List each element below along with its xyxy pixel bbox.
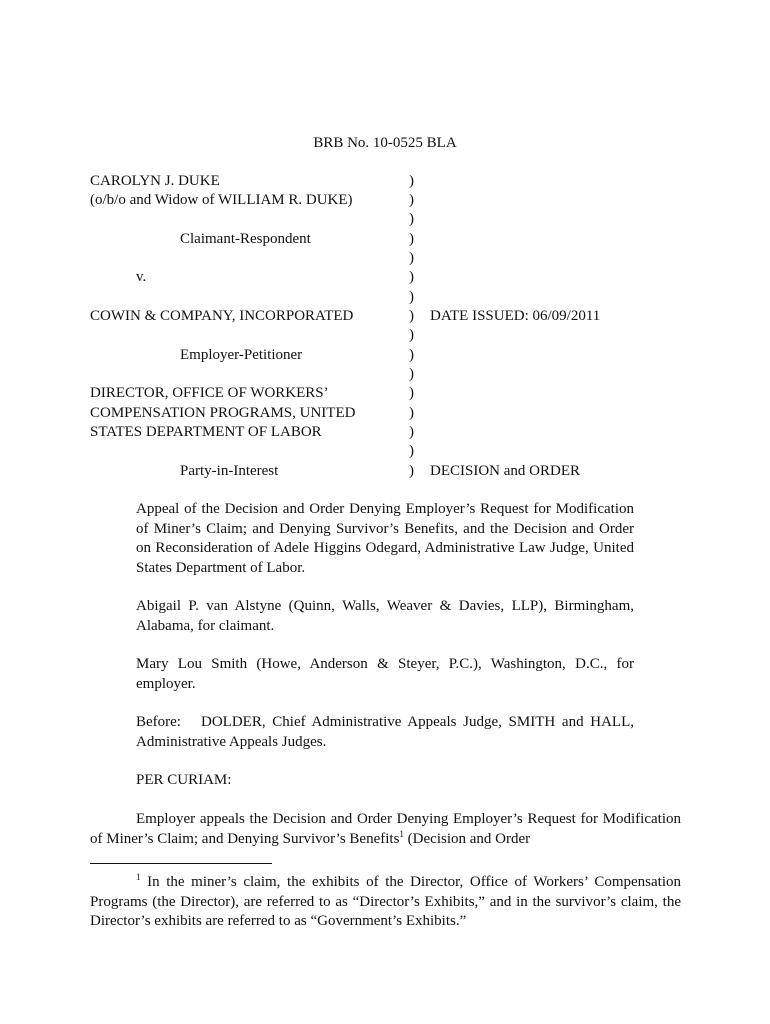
caption-paren: ) <box>409 250 414 266</box>
caption-row <box>90 249 690 268</box>
caption-row <box>90 210 690 229</box>
caption-row <box>90 191 690 210</box>
caption-row <box>90 230 690 249</box>
body-text-before-ref: Employer appeals the Decision and Order Denying Employer’s Request for Modification of Miner’s Claim; and Denying Survivor’s Benefits <box>90 811 681 847</box>
footnote-reference[interactable]: 1 <box>399 828 404 839</box>
caption-paren: ) <box>409 366 414 382</box>
panel-text: Before: DOLDER, Chief Administrative Appeals Judge, SMITH and HALL, Administrative Appeals Judges. <box>136 714 637 750</box>
caption-paren: ) <box>409 211 414 227</box>
docket-number: BRB No. 10-0525 BLA <box>313 135 457 151</box>
caption-paren: ) <box>409 308 414 324</box>
caption-row <box>90 307 690 326</box>
caption-paren: ) <box>409 269 414 285</box>
footnote-number: 1 <box>136 872 141 882</box>
caption-paren: ) <box>409 424 414 440</box>
caption-paren: ) <box>409 289 414 305</box>
caption-paren: ) <box>409 173 414 189</box>
caption-paren: ) <box>409 405 414 421</box>
per-curiam-text: PER CURIAM: <box>136 772 232 788</box>
body-paragraph <box>90 810 681 849</box>
footnote-text <box>90 873 681 932</box>
caption-row <box>90 346 690 365</box>
caption-row <box>90 365 690 384</box>
director-line-1: DIRECTOR, OFFICE OF WORKERS’ <box>90 385 329 401</box>
caption-paren: ) <box>409 327 414 343</box>
claimant-role: Claimant-Respondent <box>180 231 311 247</box>
caption-paren: ) <box>409 231 414 247</box>
footnote-body: In the miner’s claim, the exhibits of the Director, Office of Workers’ Compensation Programs (the Director), are referred to as “Director’s Exhibits,” and in the survivor’s claim, the Director’s exhibits are referred to as “Government’s Exhibits.” <box>90 874 681 929</box>
caption-row <box>90 288 690 307</box>
counsel-claimant <box>136 597 634 636</box>
footnote <box>90 873 681 932</box>
director-role: Party-in-Interest <box>180 463 279 479</box>
director-line-3: STATES DEPARTMENT OF LABOR <box>90 424 322 440</box>
caption-paren: ) <box>409 385 414 401</box>
caption-row <box>90 326 690 345</box>
caption-row <box>90 268 690 287</box>
appeal-paragraph <box>136 500 634 578</box>
counsel-employer <box>136 655 634 694</box>
caption-paren: ) <box>409 443 414 459</box>
caption-row <box>90 442 690 461</box>
caption-paren: ) <box>409 463 414 479</box>
director-line-2: COMPENSATION PROGRAMS, UNITED <box>90 405 356 421</box>
caption-row <box>90 384 690 403</box>
caption-row <box>90 404 690 423</box>
employer-name: COWIN & COMPANY, INCORPORATED <box>90 308 354 324</box>
caption-paren: ) <box>409 192 414 208</box>
caption-row <box>90 462 690 481</box>
counsel-employer-text: Mary Lou Smith (Howe, Anderson & Steyer, P.C.), Washington, D.C., for employer. <box>136 656 634 692</box>
panel-before <box>136 713 637 752</box>
counsel-claimant-text: Abigail P. van Alstyne (Quinn, Walls, Weaver & Davies, LLP), Birmingham, Alabama, for claimant. <box>136 598 634 634</box>
footnote-divider <box>90 863 272 864</box>
per-curiam-heading <box>136 771 634 791</box>
body-text-after-ref: (Decision and Order <box>403 830 531 847</box>
claimant-obo: (o/b/o and Widow of WILLIAM R. DUKE) <box>90 192 353 208</box>
appeal-text: Appeal of the Decision and Order Denying Employer’s Request for Modification of Miner’s Claim; and Denying Survivor’s Benefits, and the Decision and Order on Reconsideration of Adele Higgins Odegard, Administrative Law Judge, United States Department of Labor. <box>136 501 634 576</box>
versus: v. <box>136 269 147 285</box>
claimant-name: CAROLYN J. DUKE <box>90 173 220 189</box>
decision-label: DECISION and ORDER <box>430 463 580 479</box>
caption-row <box>90 172 690 191</box>
body-text <box>90 810 681 849</box>
caption-row <box>90 423 690 442</box>
caption-paren: ) <box>409 347 414 363</box>
date-issued: DATE ISSUED: 06/09/2011 <box>430 308 601 324</box>
employer-role: Employer-Petitioner <box>180 347 303 363</box>
